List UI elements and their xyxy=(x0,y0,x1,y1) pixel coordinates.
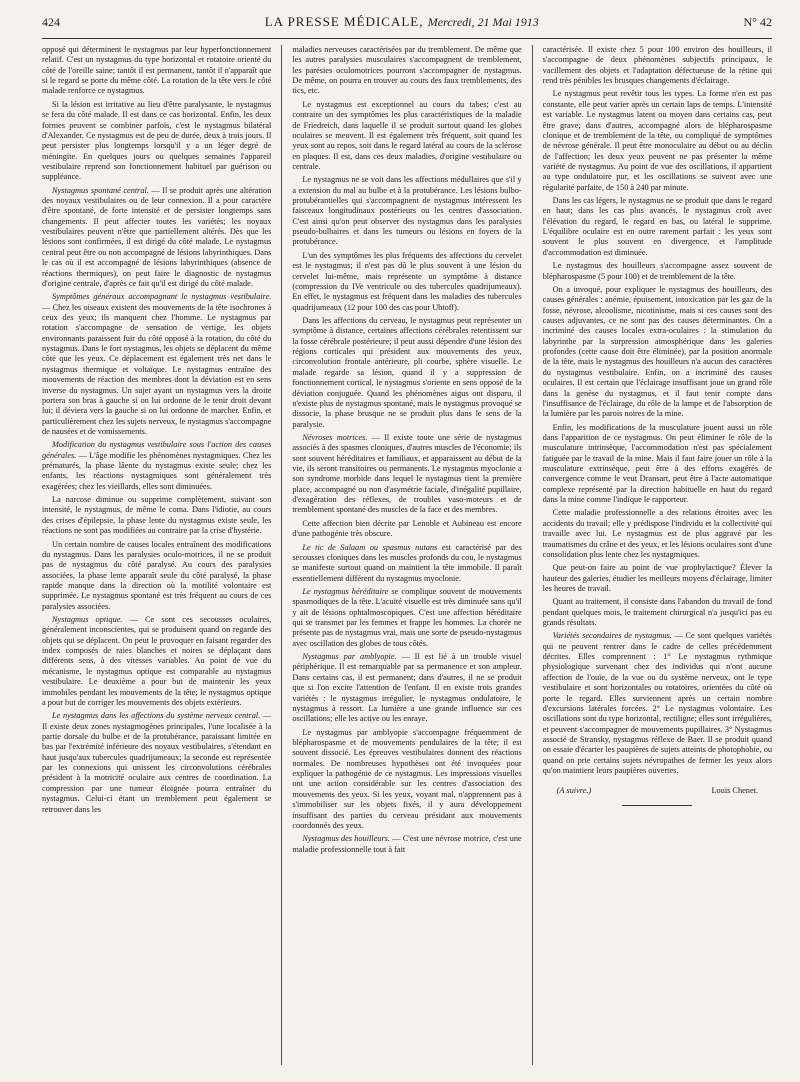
article-paragraph xyxy=(42,292,271,437)
end-rule xyxy=(622,805,692,806)
article-paragraph xyxy=(543,261,772,282)
page-number: 424 xyxy=(42,15,60,29)
article-paragraph xyxy=(292,45,521,97)
article-paragraph xyxy=(292,728,521,832)
section-lead: Le nystagmus héréditaire xyxy=(302,586,389,596)
article-columns xyxy=(42,45,772,1065)
article-paragraph xyxy=(42,615,271,708)
column-2 xyxy=(292,45,521,1065)
page-header xyxy=(42,14,772,36)
header-rule xyxy=(42,38,772,39)
section-lead: Variétés secondaires de nystagmus. xyxy=(552,631,672,641)
article-paragraph xyxy=(543,285,772,420)
article-paragraph xyxy=(292,433,521,516)
article-paragraph xyxy=(543,563,772,594)
article-paragraph xyxy=(292,519,521,540)
article-paragraph xyxy=(292,652,521,725)
issue-date: Mercredi, 21 Mai 1913 xyxy=(427,15,539,29)
paragraph-text: Dans les affections du cerveau, le nystagmus peut représenter un symptôme à distance, certaines affections cérébrales retentissent sur la fosse cérébrale postérieure; il peut aussi dépendre d'une lésion des régions corticales qui président aux mouvements des yeux, circonvolution frontale antérieure, pli courbe, sphère visuelle. Le malade regarde sa lésion, quand il y a suppression de fonctionnement cortical, le nystagmus s'oriente en sens opposé de la déviation conjuguée. Quand les phénomènes aigus ont disparu, il n'existe plus de nystagmus spontané, mais le nystagmus provoqué se dissocie, la phase brusque ne se produit plus dans le sens de la paralysie. xyxy=(292,315,522,429)
paragraph-text: Le nystagmus par amblyopie s'accompagne fréquemment de blépharospasme et de mouvements pendulaires de la tête; il est souvent dissocié. Les épreuves vestibulaires donnent des réactions normales. De nombreuses hypothèses ont été invoquées pour expliquer la pathogénie de ce nystagmus. Les impressions visuelles ont une action considérable sur les centres d'association des mouvements des yeux. Si les yeux, voyant mal, n'apprennent pas à s'immobiliser sur les objets fixés, il y aura développement insuffisant des parties du cerveau présidant aux mouvements coordonnés des yeux. xyxy=(292,727,522,830)
paragraph-text: Cette maladie professionnelle a des relations étroites avec les accidents du travail; elle y prédispose l'individu et la collectivité qui travaille avec lui. Le nystagmus est de plus aggravé par les traumatismes du crâne et des yeux, et les lésions oculaires sont d'une consolidation plus lente chez les nystagmiques. xyxy=(542,508,773,559)
article-paragraph xyxy=(543,423,772,506)
paragraph-text: — Il existe deux zones nystagmogènes principales, l'une localisée à la partie dorsale du bulbe et de la protubérance, paraissant limitée en bas par l'extrémité inférieure des noyaux vestibulaires, s'étendant en haut jusqu'aux tubercules quadrijumeaux; la seconde est représentée par les connexions qui unissent les circonvolutions cérébrales président à la motricité oculaire aux centres de coordination. La compression par une tumeur éloignée pourra entraîner du nystagmus. Celui-ci étant un tremblement peut également se retrouver dans les xyxy=(42,711,272,814)
article-paragraph xyxy=(42,45,271,97)
paragraph-text: caractérisée. Il existe chez 5 pour 100 environ des houilleurs, il s'accompagne de deux phénomènes subjectifs principaux, le vacillement des objets et l'adaptation défectueuse de la rétine qui rend très pénibles les brusques changements d'éclairage. xyxy=(542,45,773,86)
article-paragraph xyxy=(292,543,521,584)
paragraph-text: La narcose diminue ou supprime complètement, suivant son intensité, le nystagmus, de même le coma. Dans l'idiotie, au cours des crises d'épilepsie, la phase lente du nystagmus existe seule, les réactions ne sont pas modifiées au contraire par la crise d'hystérie. xyxy=(42,495,272,536)
article-paragraph xyxy=(292,587,521,649)
article-paragraph xyxy=(543,45,772,86)
article-paragraph xyxy=(543,597,772,628)
author-name: Louis Chenet. xyxy=(711,786,759,796)
paragraph-text: — Il existe toute une série de nystagmus associés à des spasmes cloniques, d'autres muscles de l'économie; ils sont souvent héréditaires et familiaux, et apparaissent au début de la vie, ils seront transitoires ou permanents. Le nystagmus myoclonie a son syndrome morbide dans lequel le nystagmus tient la première place, accompagné ou non d'asymétrie faciale, d'inégalité pupillaire, d'exagération des réflexes, de troubles vaso-moteurs et de tremblement spontané des muscles de la face et des membres. xyxy=(292,432,522,515)
section-lead: Nystagmus optique. xyxy=(52,615,123,625)
article-paragraph xyxy=(42,186,271,290)
article-paragraph xyxy=(42,100,271,183)
journal-title xyxy=(265,14,539,30)
section-lead: Névroses motrices. xyxy=(302,432,368,442)
paragraph-text: Le nystagmus ne se voit dans les affections médullaires que s'il y a extension du mal au bulbe et à la protubérance. Les lésions bulbo-protubérantielles qui s'accompagnent de nystagmus intéressent les faisceaux longitudinaux postérieurs ou les centres d'association. C'est ainsi qu'on peut observer des nystagmus dans les paralysies pseudo-bulbaires et dans les tumeurs ou lésions en foyers de la protubérance. xyxy=(292,175,522,247)
section-lead: Nystagmus par amblyopie. xyxy=(302,652,397,662)
issue-number: N° 42 xyxy=(743,15,772,29)
column-1 xyxy=(42,45,271,1065)
paragraph-text: — Il est lié à un trouble visuel périphérique. Il est remarquable par sa permanence et son ampleur. Dans certains cas, il est permanent; dans d'autres, il ne se produit que si l'on excite l'attention de l'enfant. Il en existe trois grandes variétés : le nystagmus irrégulier, le nystagmus ondulatoire, le nystagmus à ressort. La lumière a une grande influence sur ces oscillations; elle les active ou les enraye. xyxy=(292,652,522,724)
paragraph-text: Le nystagmus peut revêtir tous les types. La forme n'en est pas constante, elle peut varier après un certain laps de temps. L'intensité est variable. Le nystagmus latent ou moyen dans certains cas, peut être grave; dans d'autres, accompagné alors de blépharospasme clonique et de tremblement de la tête, ou compliqué de symptômes de névrose générale. Il peut être monoculaire au début ou au déclin de l'affection; les deux yeux peuvent ne pas présenter la même variété de nystagmus. Au point de vue des oscillations, il appartient au type ondulatoire pur, et les oscillations se suivent avec une régularité parfaite, de 150 à 240 par minute. xyxy=(542,89,773,192)
paragraph-text: On a invoqué, pour expliquer le nystagmus des houilleurs, des causes générales : anémie, épuisement, intoxication par les gaz de la fosse, névrose, alcoolisme, nicotinisme, mais si ces causes sont des causes adjuvantes, ce ne sont pas des causes déterminantes. On a incriminé des causes locales extra-oculaires : la stimulation du labyrinthe par la surpression atmosphérique dans les galeries profondes (cette cause doit être éliminée), par la position anormale de la tête, mais le nystagmus des houilleurs n'a aucun des caractères du nystagmus vestibulaire. Enfin, on a incriminé des causes oculaires. Il est certain que l'éclairage insuffisant joue un grand rôle dans la genèse du nystagmus, et il faut tenir compte dans l'insuffisance de l'éclairage, du rôle de la lampe et de l'absorption de la lumière par les parois noires de la mine. xyxy=(542,284,773,419)
section-lead: Le nystagmus dans les affections du système nerveux central. xyxy=(52,711,261,721)
journal-name: LA PRESSE MÉDICALE, xyxy=(264,14,424,29)
article-paragraph xyxy=(292,316,521,430)
paragraph-text: maladies nerveuses caractérisées par du tremblement. De même que les autres paralysies musculaires s'accompagnent de tremblement, les parésies oculomotrices pourront s'accompagner de nystagmus. De même, on pourra en trouver au cours des faux tremblements, des tics, etc. xyxy=(292,45,522,96)
article-paragraph xyxy=(543,508,772,560)
paragraph-text: se complique souvent de mouvements spasmodiques de la tête. L'acuité visuelle est très diminuée sans qu'il y ait de lésions ophtalmoscopiques. C'est une affection héréditaire qui se transmet par les femmes et frappe les hommes. La chorée ne présente pas de nystagmus vrai, mais une sorte de pseudo-nystagmus avec oscillation des globes de tous côtés. xyxy=(292,586,522,648)
paragraph-text: — L'âge modifie les phénomènes nystagmiques. Chez les prématurés, la phase lâente du nystagmus existe seule; chez les enfants, les réactions nystagmiques sont généralement très exagérées; chez les vieillards, elles sont diminuées. xyxy=(42,450,272,491)
paragraph-text: Dans les cas légers, le nystagmus ne se produit que dans le regard en haut; dans les cas plus avancés, le nystagmus croît avec l'élévation du regard, le regard en bas, ou latéral le supprime. L'équilibre oculaire est en outre rarement parfait : les yeux sont souvent le plus souvent en divergence, et l'amplitude d'accommodation est diminuée. xyxy=(542,196,773,257)
paragraph-text: — Ce sont ces secousses oculaires, généralement inconscientes, qui se produisent quand on regarde des objets qui se déplacent. On peut le provoquer en faisant regarder des index composés de raies blanches et noires se déplaçant dans différents sens, à des vitesses variables. Au point de vue du mécanisme, le nystagmus optique est comparable au nystagmus vestibulaire. Le deuxième a pour but de maintenir les yeux immobiles pendant les mouvements de la tête; le nystagmus optique a pour but de corriger les mouvements des objets extérieurs. xyxy=(42,615,272,707)
paragraph-text: est caractérisé par des secousses cloniques dans les muscles profonds du cou, le nystagmus se manifeste surtout quand on maintient la tête immobile. Il paraît essentiellement différent du nystagmus myoclonie. xyxy=(292,542,522,583)
paragraph-text: — C'est une névrose motrice, c'est une maladie professionnelle tout à fait xyxy=(292,834,522,854)
paragraph-text: Cette affection bien décrite par Lenoble et Aubineau est encore d'une pathogénie très obscure. xyxy=(292,518,522,539)
article-paragraph xyxy=(292,251,521,313)
paragraph-text: Si la lésion est irritative au lieu d'être paralysante, le nystagmus se fera du côté malade. Il est dans ce cas horizontal. Enfin, les deux formes peuvent se combiner parfois, c'est le nystagmus bilatéral d'Alexander. Ce nystagmus est de peu de durée, deux à trois jours. Il peut persister plus longtemps lorsqu'il y a un léger degré de méningite. En quelques jours ou quelques semaines l'appareil vestibulaire reprend son fonctionnement habituel par guérison ou suppléance. xyxy=(42,99,272,182)
paragraph-text: Le nystagmus est exceptionnel au cours du tabes; c'est au contraire un des symptômes les plus caractéristiques de la maladie de Friedreich, dans laquelle il se produit surtout quand les globes oculaires se meuvent. Il est également très fréquent, soit quand les yeux sont au repos, soit dans le regard latéral au cours de la sclérose en plaques. Il est, dans ces deux maladies, d'origine vestibulaire ou centrale. xyxy=(292,99,522,171)
section-lead: Nystagmus spontané central. xyxy=(52,185,149,195)
paragraph-text: opposé qui déterminent le nystagmus par leur hyperfonctionnement relatif. C'est un nystagmus du type horizontal et rotatoire orienté du côté de l'oreille saine; tantôt il est permanent, tantôt il n'apparaît que si le regard se porte du même côté. La rotation de la tête vers le côté malade renforce ce nystagmus. xyxy=(42,45,272,96)
article-paragraph xyxy=(543,89,772,193)
paragraph-text: — Ce sont quelques variétés qui ne peuvent rentrer dans le cadre de celles précédemment décrites. Elles comprennent : 1° Le nystagmus rythmique physiologique survenant chez des individus qui n'ont aucune affection de l'ouïe, de la vue ou du système nerveux, ont le type vestibulaire et sont horizontales ou rotatoires, orientées du côté où porte le regard. Elles surviennent après un certain nombre d'excursions latérales forcées. 2° Le nystagmus volontaire. Les oscillations sont du type horizontal, rectiligne; elles sont irrégulières, et peuvent s'accompagner de mouvements pupillaires. 3° Nystagmus associé de Stransky, nystagmus réflexe de Baer. Il se produit quand on essaie d'écarter les paupières de sujets atteints de photophobie, ou quand on prie certains sujets névropathes de fermer les yeux alors qu'on maintient leurs paupières ouvertes. xyxy=(542,631,773,776)
paragraph-text: Le nystagmus des houilleurs s'accompagne assez souvent de blépharospasme (5 pour 100) et de tremblement de la tête. xyxy=(542,261,773,281)
paragraph-text: L'un des symptômes les plus fréquents des affections du cervelet est le nystagmus; il n'est pas dû le plus souvent à une lésion du cervelet lui-même, mais représente un symptôme à distance (compression du IVe ventricule ou des tubercules quadrijumeaux). En effet, le nystagmus est fréquent dans les maladies des tubercules quadrijumeaux (12 pour 100 des cas pour Uhtoff). xyxy=(292,250,522,312)
article-paragraph xyxy=(42,495,271,536)
article-paragraph xyxy=(42,540,271,613)
article-paragraph xyxy=(292,834,521,855)
section-lead: Symptômes généraux accompagnant le nystagmus vestibulaire. xyxy=(52,292,272,302)
column-divider xyxy=(532,45,533,1065)
article-paragraph xyxy=(543,631,772,776)
paragraph-text: Que peut-on faire au point de vue prophylactique? Élever la hauteur des galeries, étudier les meilleurs moyens d'éclairage, limiter les heures de travail. xyxy=(542,563,773,593)
article-paragraph xyxy=(292,175,521,248)
paragraph-text: Enfin, les modifications de la musculature jouent aussi un rôle dans l'apparition de ce nystagmus. On peut éliminer le rôle de la musculature intrinsèque, l'accommodation n'est pas spécialement fatiguée par le travail de la mine. Mais il faut faire jouer un rôle à la musculature extrinsèque, peut être à des efforts exagérés de convergence comme le veut Dransart, peut être à l'acte automatique complexe représenté par la direction habituelle en haut du regard dans la mine comme l'indique le rapporteur. xyxy=(542,422,773,505)
paragraph-text: — Il se produit après une altération des noyaux vestibulaires ou de leur connexion. Il a pour caractère d'être spontané, de forte intensité et de persister longtemps sans changements. Il peut affecter toutes les variétés; les noyaux vestibulaires peuvent n'être que partiellement altérés. Dès que les lésions sont confirmées, il est dirigé du côté malade. Le nystagmus central peut être ou non accompagné de lésions labyrinthiques. Dans le cas où il est accompagné de lésions labyrinthiques (absence de réactions thermiques), on peut faire le diagnostic de nystagmus d'origine centrale, d'après ce fait qu'il est dirigé du côté malade. xyxy=(42,185,272,288)
paragraph-text: Un certain nombre de causes locales entraînent des modifications du nystagmus. Dans les paralysies oculo-motrices, il ne se produit pas de nystagmus du côté paralysé. Au cours des paralysies associées, la phase lente apparaît seule du côté paralysé, la phase rapide manque dans la direction où la motilité volontaire est supprimée. Le nystagmus spontané est très fréquent au cours de ces paralysies associées. xyxy=(42,539,272,611)
paragraph-text: Quant au traitement, il consiste dans l'abandon du travail de fond pendant quelques mois, le traitement chirurgical n'a jusqu'ici pas eu grands résultats. xyxy=(542,597,773,628)
continuation-note: (A suivre.) xyxy=(556,786,592,796)
column-divider xyxy=(281,45,282,1065)
paragraph-text: — Chez les oiseaux existent des mouvements de la tête isochrones à ceux des yeux; ils manquent chez l'homme. Le nystagmus par rotation s'accompagne de sensation de vertige, les objets environnants paraissent fuir du côté opposé à la rotation, du côté du nystagmus. Dans le fort nystagmus, les objets se déplacent du même côté que les yeux. Ce déplacement est également très net dans le nystagmus thermique et voltaïque. Le nystagmus entraîne des mouvements de réaction des membres dont la déviation est en sens inverse du nystagmus. Un sujet ayant un nystagmus vers la droite portera son bras à gauche si on lui ordonne de le tenir droit devant lui; il déviera vers la gauche si on lui ordonne de marcher. Enfin, et particulièrement chez les sujets nerveux, le nystagmus s'accompagne de nausées et de vomissements. xyxy=(42,302,272,436)
article-paragraph xyxy=(42,440,271,492)
article-paragraph xyxy=(292,100,521,173)
article-paragraph xyxy=(42,711,271,815)
section-lead: Modification du nystagmus vestibulaire sous l'action des causes générales. xyxy=(42,440,272,460)
section-lead: Le tic de Salaam ou spasmus nutans xyxy=(302,542,438,552)
section-lead: Nystagmus des houilleurs. xyxy=(302,834,390,844)
article-paragraph xyxy=(543,196,772,258)
column-3 xyxy=(543,45,772,1065)
article-footer xyxy=(543,786,772,796)
